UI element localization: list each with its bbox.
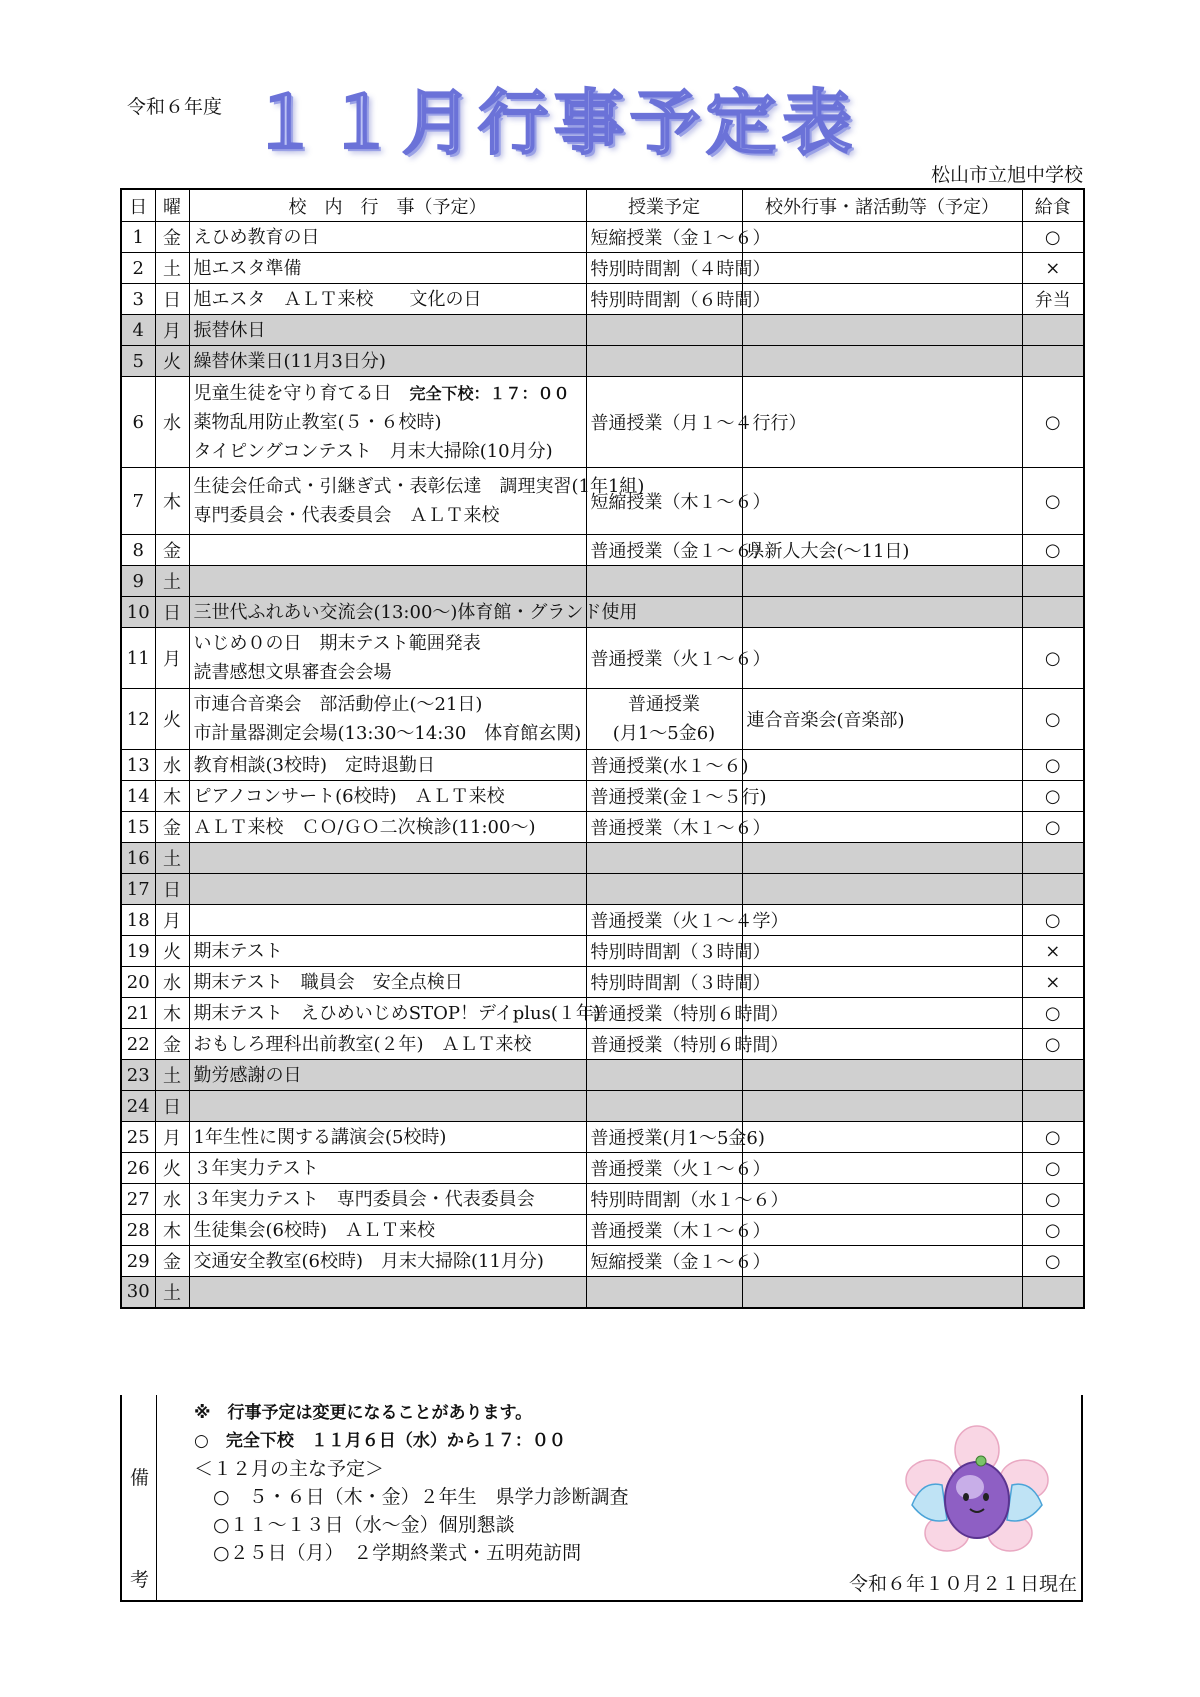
- events-cell: [189, 998, 601, 1029]
- event-text: タイピングコンテスト 月末大掃除(10月分): [193, 440, 553, 462]
- event-text: 振替休日: [193, 319, 266, 341]
- table-row: [121, 967, 1084, 998]
- event-text: 生徒会任命式・引継ぎ式・表彰伝達 調理実習(1年1組): [193, 476, 645, 497]
- day-cell: 28: [121, 1215, 155, 1246]
- lesson-cell: [586, 689, 742, 750]
- lesson-cell: 特別時間割（６時間）: [586, 284, 742, 315]
- events-cell: [189, 750, 586, 781]
- as-of-date: 令和６年１０月２１日現在: [848, 1573, 1077, 1595]
- lunch-cell: ○: [1022, 628, 1084, 689]
- weekday-cell: 土: [155, 566, 189, 597]
- year-label: 令和６年度: [127, 96, 223, 118]
- lunch-cell: ○: [1022, 905, 1084, 936]
- outside-cell: [742, 284, 1022, 315]
- day-cell: 15: [121, 812, 155, 843]
- events-cell: [189, 468, 645, 535]
- event-line: [194, 719, 582, 748]
- events-cell: [189, 936, 586, 967]
- event-line: [194, 347, 582, 376]
- table-row: [121, 812, 1084, 843]
- event-line: [194, 223, 582, 252]
- outside-cell: [742, 253, 1022, 284]
- lunch-cell: ○: [1022, 1153, 1084, 1184]
- lesson-cell: 普通授業（火１～６）: [586, 628, 742, 689]
- event-line: [194, 690, 582, 719]
- event-line: [194, 629, 582, 658]
- outside-cell: 連合音楽会(音楽部): [742, 689, 1022, 750]
- event-line: [194, 813, 582, 842]
- lesson-cell: 普通授業（金１～６）: [586, 535, 742, 566]
- day-cell: 2: [121, 253, 155, 284]
- table-header-row: [121, 189, 1084, 222]
- weekday-cell: 土: [155, 253, 189, 284]
- school-name: 松山市立旭中学校: [930, 164, 1083, 186]
- lesson-cell: [586, 843, 742, 874]
- weekday-cell: 土: [155, 1277, 189, 1308]
- lunch-cell: ×: [1022, 967, 1084, 998]
- lesson-cell: 普通授業(金１～５行): [586, 781, 742, 812]
- event-text: 市連合音楽会 部活動停止(～21日): [193, 694, 483, 715]
- remarks-box: [120, 1395, 1083, 1602]
- event-text: 旭エスタ準備: [193, 257, 302, 279]
- event-text: 薬物乱用防止教室(５・６校時): [193, 411, 442, 433]
- events-cell: [189, 377, 586, 468]
- events-cell: [189, 566, 586, 597]
- event-line: [194, 437, 582, 466]
- lunch-cell: ○: [1022, 750, 1084, 781]
- remarks-label-top: 備: [130, 1467, 150, 1489]
- event-text: 旭エスタ ＡＬＴ来校 文化の日: [193, 288, 482, 310]
- lesson-cell: 短縮授業（木１～６）: [586, 468, 742, 535]
- remarks-line: ○ 完全下校 １１月６日（水）から１７：００: [194, 1431, 566, 1451]
- day-cell: 23: [121, 1060, 155, 1091]
- lunch-cell: ○: [1022, 1122, 1084, 1153]
- table-row: [121, 1029, 1084, 1060]
- event-line: [194, 968, 582, 997]
- event-text: ピアノコンサート(6校時) ＡＬＴ来校: [193, 785, 505, 807]
- table-row: [121, 535, 1084, 566]
- day-cell: 1: [121, 222, 155, 253]
- lesson-cell: [586, 1091, 742, 1122]
- table-row: [121, 597, 1084, 628]
- lunch-cell: ○: [1022, 1246, 1084, 1277]
- table-row: [121, 346, 1084, 377]
- weekday-cell: 月: [155, 1122, 189, 1153]
- weekday-cell: 水: [155, 377, 189, 468]
- outside-cell: [742, 967, 1022, 998]
- remarks-line: ○１１～１３日（水～金）個別懇談: [194, 1514, 515, 1536]
- remarks-line: ○ ５・６日（木・金）２年生 県学力診断調査: [194, 1486, 629, 1508]
- day-cell: 16: [121, 843, 155, 874]
- lesson-cell: 普通授業（特別６時間）: [586, 1029, 742, 1060]
- outside-cell: [742, 1091, 1022, 1122]
- table-row: [121, 781, 1084, 812]
- lesson-cell: [586, 874, 742, 905]
- events-cell: [189, 1091, 586, 1122]
- lunch-cell: ○: [1022, 377, 1084, 468]
- table-row: [121, 905, 1084, 936]
- events-cell: [189, 967, 586, 998]
- remarks-label: [122, 1395, 157, 1600]
- event-text: 教育相談(3校時) 定時退勤日: [193, 754, 435, 776]
- lunch-cell: ○: [1022, 468, 1084, 535]
- table-row: [121, 377, 1084, 468]
- outside-cell: [742, 874, 1022, 905]
- event-line: [193, 472, 645, 501]
- outside-cell: [742, 1277, 1022, 1308]
- event-line: [193, 598, 638, 627]
- weekday-cell: 木: [155, 468, 189, 535]
- event-line: [194, 1061, 582, 1090]
- event-line: [194, 1154, 582, 1183]
- remarks-line: ＜１２月の主な予定＞: [194, 1458, 385, 1480]
- event-line: [194, 782, 582, 811]
- weekday-cell: 月: [155, 628, 189, 689]
- day-cell: 14: [121, 781, 155, 812]
- weekday-cell: 日: [155, 597, 189, 628]
- outside-cell: [742, 843, 1022, 874]
- lesson-line: (月1～5金6): [612, 723, 716, 744]
- weekday-cell: 火: [155, 936, 189, 967]
- table-row: [121, 1246, 1084, 1277]
- table-row: [121, 1091, 1084, 1122]
- day-cell: 25: [121, 1122, 155, 1153]
- events-cell: [189, 1215, 586, 1246]
- event-text: いじめ０の日 期末テスト範囲発表: [193, 633, 481, 654]
- lesson-cell: [586, 1060, 742, 1091]
- col-header-lunch: 給食: [1022, 189, 1084, 222]
- weekday-cell: 土: [155, 1060, 189, 1091]
- weekday-cell: 月: [155, 315, 189, 346]
- events-cell: [189, 905, 586, 936]
- table-row: [121, 1153, 1084, 1184]
- event-line: [194, 1185, 582, 1214]
- lesson-cell: 普通授業(月1～5金6): [586, 1122, 742, 1153]
- lesson-line: 普通授業: [628, 694, 700, 715]
- lesson-cell: 普通授業(水１～６): [586, 750, 742, 781]
- weekday-cell: 火: [155, 689, 189, 750]
- weekday-cell: 金: [155, 1246, 189, 1277]
- outside-cell: [742, 222, 1022, 253]
- events-cell: [189, 315, 586, 346]
- lunch-cell: [1022, 315, 1084, 346]
- table-row: [121, 1277, 1084, 1308]
- event-line: [194, 379, 582, 408]
- table-row: [121, 628, 1084, 689]
- event-text: 期末テスト えひめいじめSTOP！デイplus(１年): [193, 1002, 601, 1024]
- weekday-cell: 水: [155, 750, 189, 781]
- col-header-day: 日: [121, 189, 155, 222]
- events-cell: [189, 535, 586, 566]
- event-line: [194, 1030, 582, 1059]
- events-cell: [189, 253, 586, 284]
- events-cell: [189, 1122, 586, 1153]
- event-emphasis: 完全下校：１７：００: [409, 383, 570, 403]
- lunch-cell: [1022, 874, 1084, 905]
- table-row: [121, 1184, 1084, 1215]
- event-text: 期末テスト 職員会 安全点検日: [193, 971, 463, 993]
- mascot-illustration: [902, 1425, 1052, 1555]
- event-line: [194, 1247, 582, 1276]
- lesson-cell: 普通授業（木１～６）: [586, 1215, 742, 1246]
- col-header-outside-events: 校外行事・諸活動等（予定）: [742, 189, 1022, 222]
- event-text: 市計量器測定会場(13:30～14:30 体育館玄関): [193, 723, 582, 744]
- event-text: ３年実力テスト 専門委員会・代表委員会: [193, 1188, 535, 1210]
- event-text: 児童生徒を守り育てる日: [193, 382, 392, 404]
- event-line: [194, 658, 582, 687]
- table-row: [121, 874, 1084, 905]
- day-cell: 20: [121, 967, 155, 998]
- event-text: 期末テスト: [193, 940, 283, 962]
- event-text: えひめ教育の日: [193, 226, 320, 248]
- events-cell: [189, 812, 586, 843]
- day-cell: 9: [121, 566, 155, 597]
- weekday-cell: 木: [155, 998, 189, 1029]
- event-text: 三世代ふれあい交流会(13:00～)体育館・グランド使用: [193, 601, 638, 623]
- day-cell: 24: [121, 1091, 155, 1122]
- lunch-cell: ○: [1022, 535, 1084, 566]
- day-cell: 22: [121, 1029, 155, 1060]
- lesson-cell: 普通授業（火１～４学）: [586, 905, 742, 936]
- outside-cell: [742, 1122, 1022, 1153]
- event-text: 繰替休業日(11月3日分): [193, 350, 386, 372]
- lesson-cell: [586, 346, 742, 377]
- event-text: 生徒集会(6校時) ＡＬＴ来校: [193, 1219, 435, 1241]
- weekday-cell: 水: [155, 967, 189, 998]
- day-cell: 10: [121, 597, 155, 628]
- weekday-cell: 金: [155, 222, 189, 253]
- day-cell: 19: [121, 936, 155, 967]
- lunch-cell: 弁当: [1022, 284, 1084, 315]
- event-text: 交通安全教室(6校時) 月末大掃除(11月分): [193, 1250, 544, 1272]
- day-cell: 7: [121, 468, 155, 535]
- events-cell: [189, 1277, 586, 1308]
- event-line: [194, 316, 582, 345]
- lesson-cell: 特別時間割（水１～６）: [586, 1184, 742, 1215]
- events-cell: [189, 222, 586, 253]
- table-row: [121, 689, 1084, 750]
- events-cell: [189, 874, 586, 905]
- lunch-cell: [1022, 1091, 1084, 1122]
- lunch-cell: ○: [1022, 812, 1084, 843]
- day-cell: 21: [121, 998, 155, 1029]
- lesson-cell: 特別時間割（３時間）: [586, 967, 742, 998]
- event-text: 1年生性に関する講演会(5校時): [193, 1126, 447, 1148]
- weekday-cell: 木: [155, 781, 189, 812]
- table-row: [121, 1060, 1084, 1091]
- outside-cell: [742, 1060, 1022, 1091]
- events-cell: [189, 689, 586, 750]
- lesson-cell: 普通授業（特別６時間）: [586, 998, 742, 1029]
- day-cell: 13: [121, 750, 155, 781]
- outside-cell: [742, 628, 1022, 689]
- events-cell: [189, 781, 586, 812]
- lesson-cell: 普通授業（火１～６）: [586, 1153, 742, 1184]
- day-cell: 29: [121, 1246, 155, 1277]
- table-row: [121, 284, 1084, 315]
- day-cell: 11: [121, 628, 155, 689]
- table-row: [121, 468, 1084, 535]
- remarks-lines: [194, 1399, 629, 1567]
- remarks-line: ※ 行事予定は変更になることがあります。: [194, 1403, 533, 1423]
- lesson-cell: 短縮授業（金１～６）: [586, 222, 742, 253]
- lunch-cell: [1022, 1060, 1084, 1091]
- weekday-cell: 月: [155, 905, 189, 936]
- table-row: [121, 936, 1084, 967]
- outside-cell: [742, 468, 1022, 535]
- table-row: [121, 315, 1084, 346]
- event-line: [194, 285, 582, 314]
- col-header-weekday: 曜: [155, 189, 189, 222]
- outside-cell: [742, 1215, 1022, 1246]
- weekday-cell: 火: [155, 346, 189, 377]
- outside-cell: 県新人大会(～11日): [742, 535, 1022, 566]
- day-cell: 8: [121, 535, 155, 566]
- event-line: [194, 1123, 582, 1152]
- weekday-cell: 金: [155, 535, 189, 566]
- lesson-cell: 特別時間割（４時間）: [586, 253, 742, 284]
- weekday-cell: 火: [155, 1153, 189, 1184]
- event-line: [194, 751, 582, 780]
- day-cell: 27: [121, 1184, 155, 1215]
- lunch-cell: ○: [1022, 998, 1084, 1029]
- day-cell: 4: [121, 315, 155, 346]
- lunch-cell: [1022, 843, 1084, 874]
- day-cell: 18: [121, 905, 155, 936]
- lunch-cell: ○: [1022, 222, 1084, 253]
- lesson-cell: [586, 1277, 742, 1308]
- lunch-cell: ×: [1022, 936, 1084, 967]
- event-text: 勤労感謝の日: [193, 1064, 302, 1086]
- col-header-school-events: 校 内 行 事（予定）: [189, 189, 586, 222]
- events-cell: [189, 597, 638, 628]
- day-cell: 3: [121, 284, 155, 315]
- table-row: [121, 750, 1084, 781]
- outside-cell: [742, 346, 1022, 377]
- day-cell: 17: [121, 874, 155, 905]
- lunch-cell: [1022, 597, 1084, 628]
- table-row: [121, 998, 1084, 1029]
- day-cell: 6: [121, 377, 155, 468]
- outside-cell: [742, 1246, 1022, 1277]
- day-cell: 30: [121, 1277, 155, 1308]
- lunch-cell: ×: [1022, 253, 1084, 284]
- lunch-cell: [1022, 1277, 1084, 1308]
- event-line: [194, 937, 582, 966]
- event-line: [194, 501, 582, 530]
- lunch-cell: ○: [1022, 1215, 1084, 1246]
- outside-cell: [742, 315, 1022, 346]
- event-line: [193, 999, 601, 1028]
- lesson-cell: [586, 315, 742, 346]
- table-row: [121, 843, 1084, 874]
- weekday-cell: 日: [155, 284, 189, 315]
- events-cell: [189, 1029, 586, 1060]
- day-cell: 5: [121, 346, 155, 377]
- events-cell: [189, 1060, 586, 1091]
- events-cell: [189, 1153, 586, 1184]
- lesson-cell: 普通授業（月１～４行行）: [586, 377, 742, 468]
- table-row: [121, 222, 1084, 253]
- weekday-cell: 金: [155, 1029, 189, 1060]
- outside-cell: [742, 566, 1022, 597]
- weekday-cell: 日: [155, 1091, 189, 1122]
- event-text: ３年実力テスト: [193, 1157, 319, 1179]
- lunch-cell: ○: [1022, 1029, 1084, 1060]
- lunch-cell: ○: [1022, 781, 1084, 812]
- col-header-lessons: 授業予定: [586, 189, 742, 222]
- table-row: [121, 253, 1084, 284]
- event-line: [194, 408, 582, 437]
- day-cell: 26: [121, 1153, 155, 1184]
- event-line: [194, 254, 582, 283]
- events-cell: [189, 1184, 586, 1215]
- remarks-line: ○２５日（月） ２学期終業式・五明苑訪問: [194, 1542, 582, 1564]
- remarks-label-bottom: 考: [130, 1569, 150, 1591]
- table-row: [121, 1122, 1084, 1153]
- lesson-cell: 特別時間割（３時間）: [586, 936, 742, 967]
- lunch-cell: ○: [1022, 689, 1084, 750]
- outside-cell: [742, 781, 1022, 812]
- lunch-cell: [1022, 566, 1084, 597]
- lesson-cell: 短縮授業（金１～６）: [586, 1246, 742, 1277]
- page-title: １１月行事予定表: [250, 82, 858, 164]
- outside-cell: [742, 1153, 1022, 1184]
- schedule-table: [120, 188, 1085, 1309]
- events-cell: [189, 284, 586, 315]
- lesson-cell: 普通授業（木１～６）: [586, 812, 742, 843]
- weekday-cell: 土: [155, 843, 189, 874]
- events-cell: [189, 1246, 586, 1277]
- table-row: [121, 1215, 1084, 1246]
- event-text: おもしろ理科出前教室(２年) ＡＬＴ来校: [193, 1033, 532, 1055]
- events-cell: [189, 346, 586, 377]
- event-text: 読書感想文県審査会会場: [193, 662, 392, 683]
- weekday-cell: 木: [155, 1215, 189, 1246]
- outside-cell: [742, 936, 1022, 967]
- outside-cell: [742, 812, 1022, 843]
- lunch-cell: [1022, 346, 1084, 377]
- weekday-cell: 日: [155, 874, 189, 905]
- lesson-cell: [586, 566, 742, 597]
- outside-cell: [742, 597, 1022, 628]
- weekday-cell: 水: [155, 1184, 189, 1215]
- lunch-cell: ○: [1022, 1184, 1084, 1215]
- table-row: [121, 566, 1084, 597]
- day-cell: 12: [121, 689, 155, 750]
- event-text: ＡＬＴ来校 ＣＯ/ＧＯ二次検診(11:00～): [193, 816, 536, 838]
- event-text: 専門委員会・代表委員会 ＡＬＴ来校: [193, 505, 500, 526]
- weekday-cell: 金: [155, 812, 189, 843]
- outside-cell: [742, 750, 1022, 781]
- events-cell: [189, 843, 586, 874]
- events-cell: [189, 628, 586, 689]
- event-line: [194, 1216, 582, 1245]
